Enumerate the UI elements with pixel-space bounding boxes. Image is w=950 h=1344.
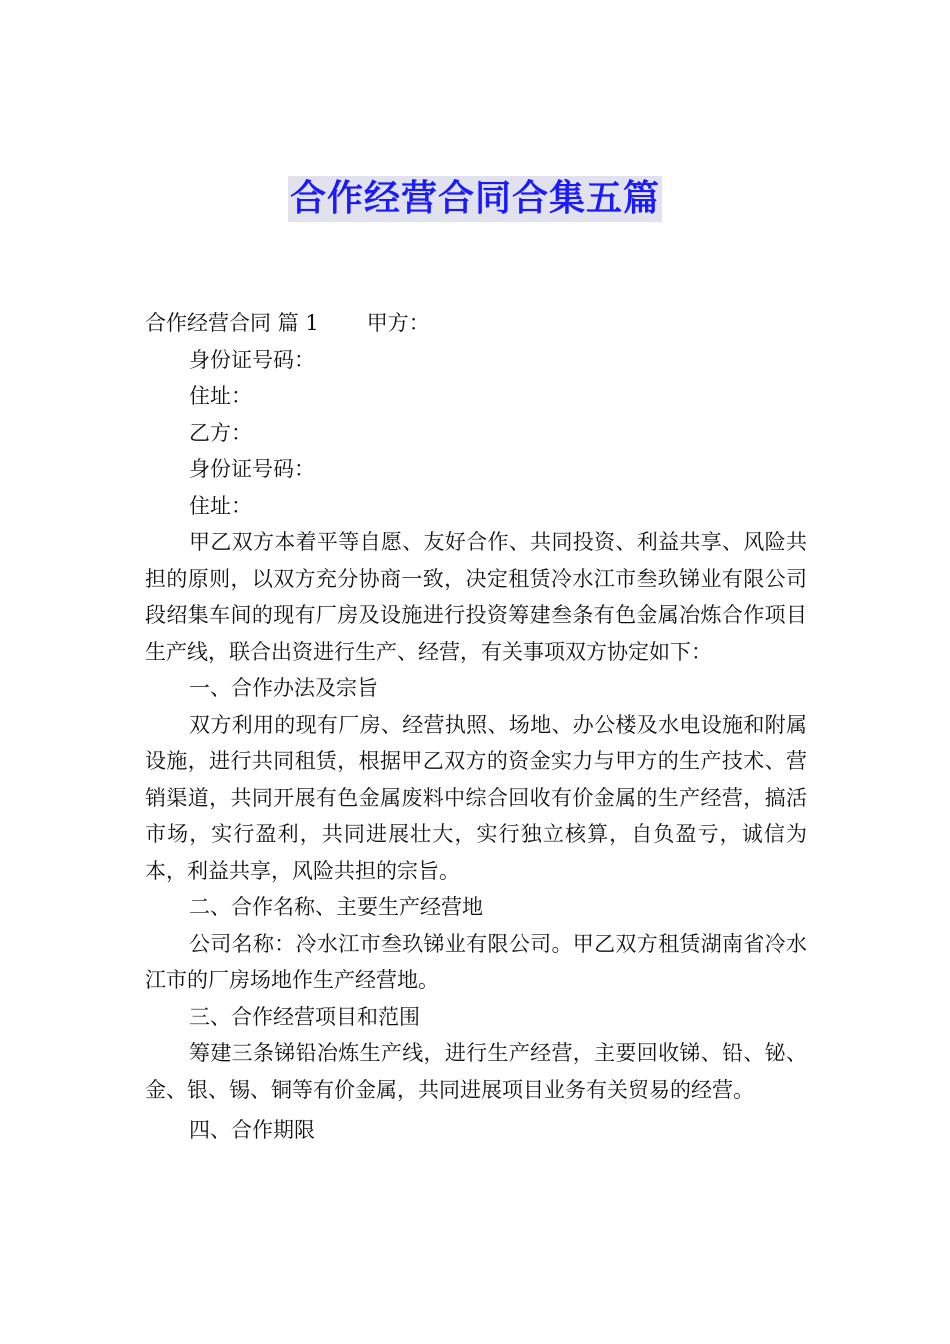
field-id-number-a: 身份证号码：	[189, 347, 315, 372]
field-address-a: 住址：	[189, 384, 252, 408]
field-id-number-b: 身份证号码：	[189, 457, 315, 481]
intro-paragraph: 甲乙双方本着平等自愿、友好合作、共同投资、利益共享、风险共担的原则，以双方充分协商一致，决定租赁冷水江市叁玖锑业有限公司段绍集车间的现有厂房及设施进行投资筹建叁条有色金属冶炼合作项目生产线，联合出资进行生产、经营，有关事项双方协定如下：	[145, 530, 807, 664]
title-container	[0, 176, 950, 222]
contract-heading: 合作经营合同 篇 1	[145, 311, 319, 335]
document-body	[145, 305, 807, 1149]
section-heading: 三、合作经营项目和范围	[189, 1004, 420, 1029]
document-title: 合作经营合同合集五篇	[288, 176, 662, 222]
contract-heading-line	[145, 305, 807, 342]
section-heading: 二、合作名称、主要生产经营地	[189, 895, 483, 919]
party-b-label: 乙方：	[189, 420, 252, 445]
section-paragraph: 筹建三条锑铅冶炼生产线，进行生产经营，主要回收锑、铅、铋、金、银、锡、铜等有价金属，共同进展项目业务有关贸易的经营。	[145, 1041, 807, 1102]
section-paragraph: 公司名称：冷水江市叁玖锑业有限公司。甲乙双方租赁湖南省冷水江市的厂房场地作生产经营地。	[145, 931, 807, 992]
section-paragraph: 双方利用的现有厂房、经营执照、场地、办公楼及水电设施和附属设施，进行共同租赁，根据甲乙双方的资金实力与甲方的生产技术、营销渠道，共同开展有色金属废料中综合回收有价金属的生产经营，搞活市场，实行盈利，共同进展壮大，实行独立核算，自负盈亏，诚信为本，利益共享，风险共担的宗旨。	[145, 712, 807, 883]
section-heading-term: 四、合作期限	[189, 1118, 315, 1142]
field-address-b: 住址：	[189, 493, 252, 518]
section-heading: 一、合作办法及宗旨	[189, 676, 378, 700]
party-a-label: 甲方：	[366, 311, 430, 335]
